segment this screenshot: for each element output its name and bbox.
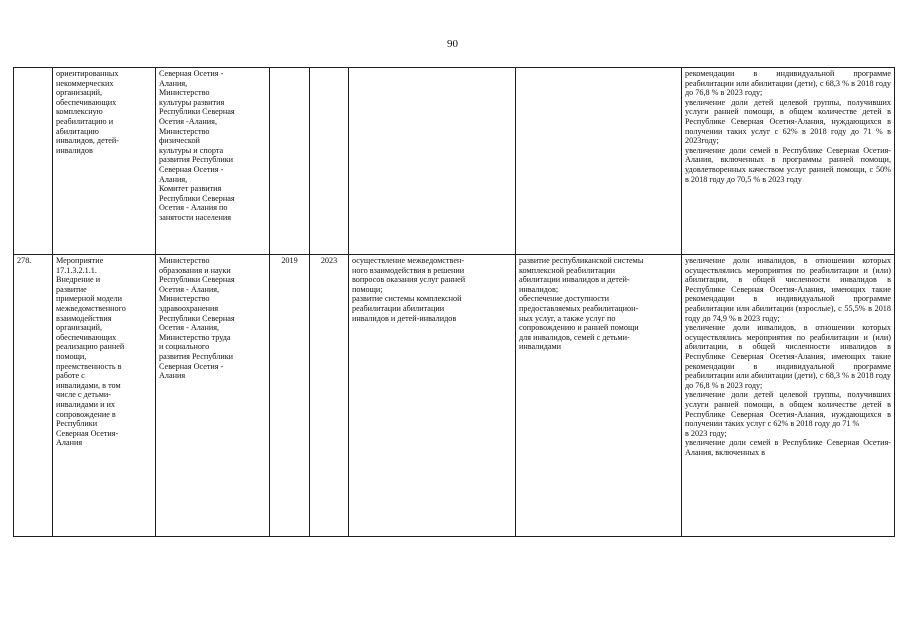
end-year-cell: 2023 [310, 255, 349, 537]
page-number: 90 [447, 38, 458, 50]
event-name-cell: ориентированных некоммерческих организаций, обеспечивающих комплексную реабилитацию и абилитацию инвалидов, детей- инвалидов [53, 68, 156, 255]
links-cell: развитие республиканской системы комплексной реабилитации абилитации инвалидов и детей- инвалидов; обеспечение доступности предоставляемых реабилитацион- ных услуг, а также услуг по сопровождению и ранней помощи для инвалидов, семей с детьми- инвалидами [516, 255, 682, 537]
executors-cell: Министерство образования и науки Республики Северная Осетия - Алания, Министерство здравоохранения Республики Северная Осетия - Алания, Министерство труда и социального развития Республики Северная Осетия - Алания [156, 255, 270, 537]
links-cell [516, 68, 682, 255]
row-number-cell: 278. [14, 255, 53, 537]
table-row [14, 68, 895, 255]
table-row [14, 255, 895, 537]
indicators-cell: увеличение доли инвалидов, в отношении которых осуществлялись мероприятия по реабилитации и (или) абилитации, в общей численности инвалидов в Республике Северная Осетия-Алания, имеющих такие рекомендации в индивидуальной программе реабилитации или абилитации (взрослые), с 55,5% в 2018 году до 74,9 % в 2023 году; увеличение доли инвалидов, в отношении которых осуществлялись мероприятия по реабилитации и (или) абилитации, в общей численности инвалидов в Республике Северная Осетия-Алания, имеющих такие рекомендации в индивидуальной программе реабилитации или абилитации (дети), с 68,3 % в 2018 году до 76,8 % в 2023 году; увеличение доли детей целевой группы, получивших услуги ранней помощи, в общем количестве детей в Республике Северная Осетия-Алания, нуждающихся в получении таких услуг с 62% в 2018 году до 71 % в 2023 году; увеличение доли семей в Республике Северная Осетия-Алания, включенных в [682, 255, 895, 537]
executors-cell: Северная Осетия - Алания, Министерство культуры развития Республики Северная Осетия -Алания, Министерство физической культуры и спорта развития Республики Северная Осетия - Алания, Комитет развития Республики Северная Осетия - Алания по занятости населения [156, 68, 270, 255]
start-year-cell: 2019 [270, 255, 310, 537]
event-name-cell: Мероприятие 17.1.3.2.1.1. Внедрение и развитие примерной модели межведомственного взаимодействия организаций, обеспечивающих реализацию ранней помощи, преемственность в работе с инвалидами, в том числе с детьми- инвалидами и их сопровождение в Республики Северная Осетия- Алания [53, 255, 156, 537]
indicators-cell: рекомендации в индивидуальной программе реабилитации или абилитации (дети), с 68,3 % в 2018 году до 76,8 % в 2023 году; увеличение доли детей целевой группы, получивших услуги ранней помощи, в общем количестве детей в Республике Северная Осетия-Алания, нуждающихся в получении таких услуг с 62% в 2018 году до 71 % в 2023году; увеличение доли семей в Республике Северная Осетия-Алания, включенных в программы ранней помощи, удовлетворенных качеством услуг ранней помощи, с 50% в 2018 году до 70,5 % в 2023 году [682, 68, 895, 255]
direct-result-cell [349, 68, 516, 255]
row-number-cell [14, 68, 53, 255]
direct-result-cell: осуществление межведомствен- ного взаимодействия в решении вопросов оказания услуг ранней помощи; развитие системы комплексной реабилитации абилитации инвалидов и детей-инвалидов [349, 255, 516, 537]
end-year-cell [310, 68, 349, 255]
start-year-cell [270, 68, 310, 255]
program-measures-table [13, 67, 895, 537]
